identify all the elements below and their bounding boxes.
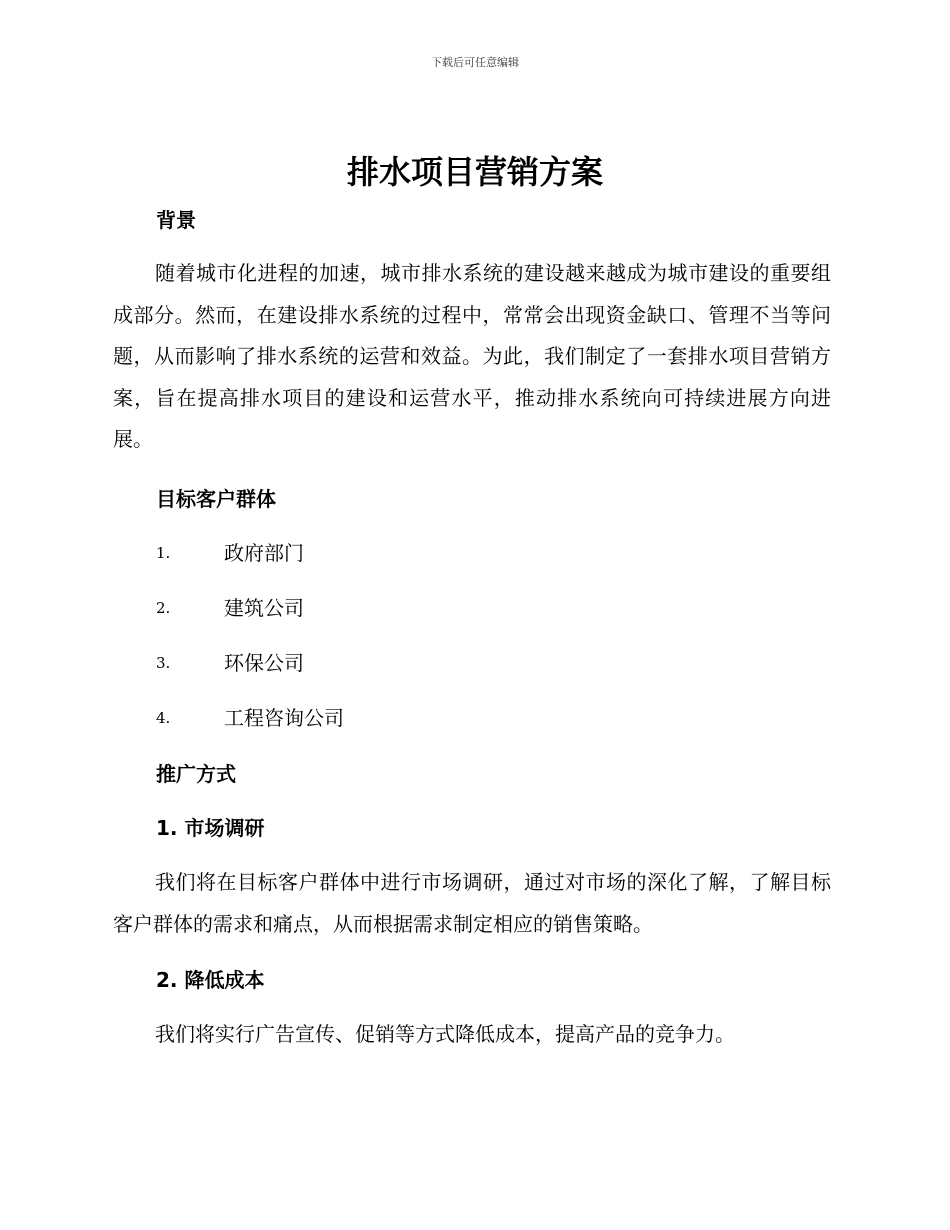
section-heading-background: 背景: [156, 208, 196, 232]
list-item-number: 3.: [156, 654, 171, 672]
list-item-text: 环保公司: [224, 651, 304, 675]
market-research-paragraph: 我们将在目标客户群体中进行市场调研，通过对市场的深化了解，了解目标客户群体的需求和痛点，从而根据需求制定相应的销售策略。: [113, 870, 831, 936]
list-item-text: 政府部门: [224, 541, 304, 565]
header-note: 下载后可任意编辑: [431, 56, 519, 69]
background-paragraph: 随着城市化进程的加速，城市排水系统的建设越来越成为城市建设的重要组成部分。然而，在建设排水系统的过程中，常常会出现资金缺口、管理不当等问题，从而影响了排水系统的运营和效益。为此，我们制定了一套排水项目营销方案，旨在提高排水项目的建设和运营水平，推动排水系统向可持续进展方向进展。: [113, 261, 831, 451]
document-title: 排水项目营销方案: [346, 153, 603, 191]
list-item-number: 2.: [156, 599, 171, 617]
list-item-number: 4.: [156, 709, 171, 727]
reduce-cost-paragraph: 我们将实行广告宣传、促销等方式降低成本，提高产品的竞争力。: [155, 1022, 735, 1046]
subsection-heading-market-research: 1. 市场调研: [156, 816, 265, 840]
section-heading-promotion: 推广方式: [156, 762, 236, 786]
list-item-text: 工程咨询公司: [224, 706, 344, 730]
list-item-number: 1.: [156, 544, 171, 562]
section-heading-target-customers: 目标客户群体: [156, 487, 276, 511]
list-item-text: 建筑公司: [224, 596, 304, 620]
subsection-heading-reduce-cost: 2. 降低成本: [156, 968, 265, 992]
